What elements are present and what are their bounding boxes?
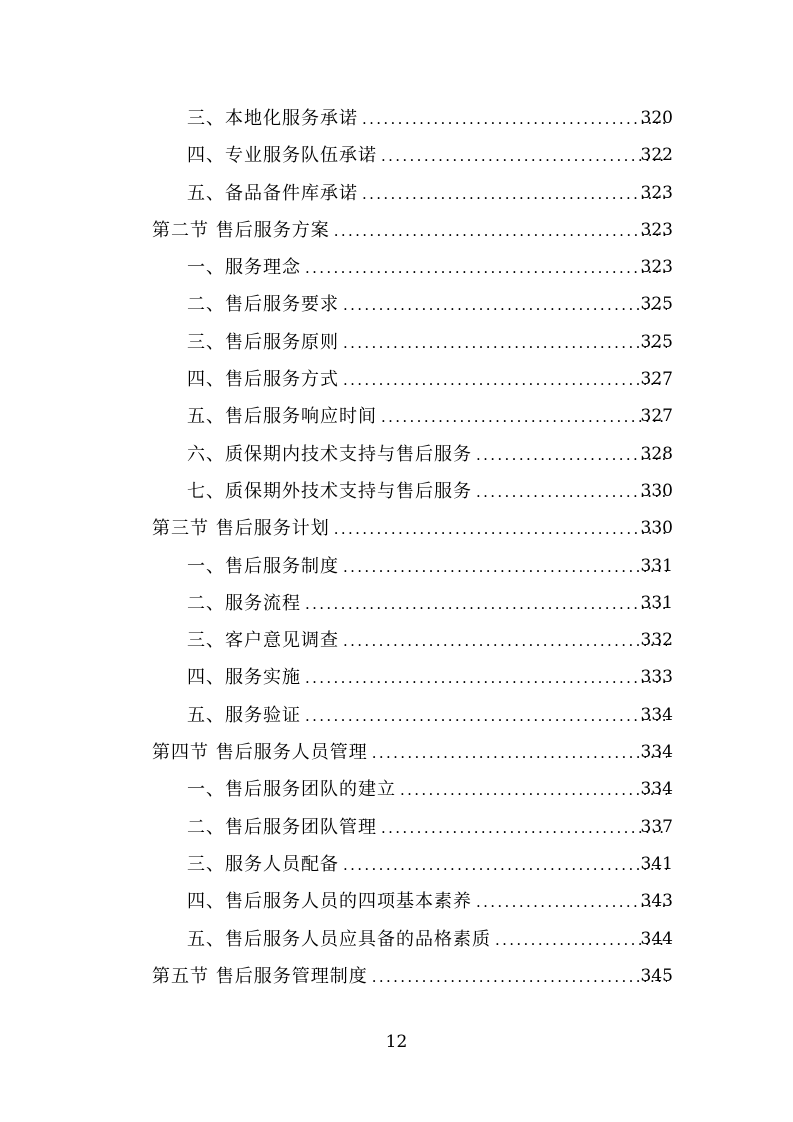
- toc-entry-page: 323: [640, 182, 673, 203]
- toc-entry-label: 二、服务流程: [187, 592, 301, 614]
- toc-entry-label: 五、备品备件库承诺: [187, 182, 358, 204]
- toc-entry-page: 334: [640, 742, 673, 763]
- toc-dot-leader: [381, 399, 667, 436]
- toc-entry[interactable]: [0, 100, 793, 137]
- toc-entry-page: 333: [640, 667, 673, 688]
- toc-entry-page: 322: [640, 145, 673, 166]
- toc-entry-text: [152, 510, 673, 548]
- toc-entry-label: 四、服务实施: [187, 667, 301, 689]
- toc-entry-page: 320: [640, 108, 673, 128]
- page-number: 12: [385, 1032, 408, 1052]
- toc-dot-leader: [343, 325, 667, 362]
- toc-entry-label: 第二节 售后服务方案: [152, 219, 330, 241]
- toc-entry-text: [187, 846, 673, 884]
- toc-entry-page: 341: [640, 853, 673, 874]
- toc-entry-text: [187, 324, 673, 362]
- toc-entry[interactable]: [0, 137, 793, 174]
- toc-entry-page: 330: [640, 518, 673, 539]
- toc-entry-text: [187, 249, 673, 287]
- toc-entry[interactable]: [0, 473, 793, 510]
- toc-entry[interactable]: [0, 324, 793, 361]
- toc-entry-page: 325: [640, 294, 673, 315]
- toc-entry[interactable]: [0, 697, 793, 734]
- toc-dot-leader: [372, 959, 667, 996]
- toc-entry-label: 一、售后服务团队的建立: [187, 779, 396, 801]
- toc-dot-leader: [305, 660, 667, 697]
- toc-entry-text: [187, 175, 673, 213]
- toc-entry[interactable]: [0, 771, 793, 808]
- toc-dot-leader: [381, 810, 667, 847]
- toc-entry-text: [187, 771, 673, 809]
- toc-dot-leader: [305, 698, 667, 735]
- toc-dot-leader: [362, 176, 667, 213]
- toc-dot-leader: [343, 623, 667, 660]
- toc-entry-label: 六、质保期内技术支持与售后服务: [187, 443, 472, 465]
- toc-dot-leader: [400, 772, 667, 809]
- toc-entry-label: 第五节 售后服务管理制度: [152, 965, 368, 987]
- toc-entry-text: [152, 958, 673, 996]
- toc-entry-label: 三、客户意见调查: [187, 630, 339, 652]
- toc-entry-label: 五、售后服务人员应具备的品格素质: [187, 928, 491, 950]
- toc-entry-page: 330: [640, 480, 673, 501]
- toc-entry-text: [187, 473, 673, 511]
- toc-entry-label: 一、服务理念: [187, 257, 301, 279]
- toc-entry-label: 第三节 售后服务计划: [152, 518, 330, 540]
- toc-entry-text: [187, 585, 673, 623]
- toc-entry-page: 337: [640, 816, 673, 837]
- toc-dot-leader: [476, 884, 667, 921]
- toc-entry-page: 331: [640, 592, 673, 613]
- toc-entry-label: 三、售后服务原则: [187, 331, 339, 353]
- toc-dot-leader: [381, 138, 667, 175]
- toc-entry-text: [152, 734, 673, 772]
- toc-entry-label: 四、专业服务队伍承诺: [187, 145, 377, 167]
- toc-entry-text: [187, 697, 673, 735]
- toc-entry[interactable]: [0, 659, 793, 696]
- table-of-contents: [0, 100, 793, 995]
- toc-entry-label: 第四节 售后服务人员管理: [152, 742, 368, 764]
- toc-dot-leader: [476, 437, 667, 474]
- toc-entry-label: 四、售后服务人员的四项基本素养: [187, 891, 472, 913]
- toc-entry-label: 五、售后服务响应时间: [187, 406, 377, 428]
- toc-dot-leader: [343, 287, 667, 324]
- toc-entry[interactable]: [0, 734, 793, 771]
- toc-entry-text: [187, 137, 673, 175]
- toc-entry[interactable]: [0, 809, 793, 846]
- toc-dot-leader: [362, 101, 667, 138]
- toc-entry-page: 323: [640, 219, 673, 240]
- toc-entry-label: 三、本地化服务承诺: [187, 108, 358, 129]
- toc-entry[interactable]: [0, 921, 793, 958]
- toc-entry[interactable]: [0, 249, 793, 286]
- toc-entry[interactable]: [0, 510, 793, 547]
- toc-entry[interactable]: [0, 286, 793, 323]
- toc-entry-page: 334: [640, 779, 673, 800]
- toc-entry-text: [152, 212, 673, 250]
- toc-entry[interactable]: [0, 361, 793, 398]
- toc-dot-leader: [343, 847, 667, 884]
- toc-entry-text: [187, 100, 673, 138]
- toc-entry-label: 二、售后服务要求: [187, 294, 339, 316]
- toc-entry-text: [187, 548, 673, 586]
- toc-entry[interactable]: [0, 436, 793, 473]
- toc-entry[interactable]: [0, 212, 793, 249]
- toc-dot-leader: [305, 250, 667, 287]
- toc-entry[interactable]: [0, 622, 793, 659]
- toc-entry-page: 328: [640, 443, 673, 464]
- toc-entry-text: [187, 659, 673, 697]
- toc-entry-text: [187, 361, 673, 399]
- toc-dot-leader: [343, 362, 667, 399]
- toc-entry-label: 三、服务人员配备: [187, 853, 339, 875]
- toc-entry-label: 二、售后服务团队管理: [187, 816, 377, 838]
- toc-dot-leader: [343, 549, 667, 586]
- toc-dot-leader: [476, 474, 667, 511]
- toc-entry-page: 344: [640, 928, 673, 949]
- toc-entry[interactable]: [0, 585, 793, 622]
- toc-dot-leader: [305, 586, 667, 623]
- toc-entry-label: 一、售后服务制度: [187, 555, 339, 577]
- toc-entry-text: [187, 398, 673, 436]
- toc-entry-label: 七、质保期外技术支持与售后服务: [187, 480, 472, 502]
- toc-entry-text: [187, 883, 673, 921]
- toc-entry-page: 345: [640, 965, 673, 986]
- toc-entry-label: 五、服务验证: [187, 704, 301, 726]
- toc-entry[interactable]: [0, 846, 793, 883]
- toc-entry-page: 325: [640, 331, 673, 352]
- toc-entry-label: 四、售后服务方式: [187, 369, 339, 391]
- toc-entry[interactable]: [0, 548, 793, 585]
- toc-dot-leader: [334, 511, 667, 548]
- toc-entry[interactable]: [0, 883, 793, 920]
- toc-entry[interactable]: [0, 175, 793, 212]
- toc-entry-text: [187, 436, 673, 474]
- toc-entry-page: 334: [640, 704, 673, 725]
- toc-entry-page: 343: [640, 891, 673, 912]
- toc-entry-page: 327: [640, 406, 673, 427]
- toc-entry[interactable]: [0, 398, 793, 435]
- toc-dot-leader: [334, 213, 667, 250]
- toc-entry-text: [187, 622, 673, 660]
- toc-entry-text: [187, 921, 673, 959]
- toc-entry-page: 331: [640, 555, 673, 576]
- toc-entry-page: 332: [640, 630, 673, 651]
- toc-entry-text: [187, 286, 673, 324]
- toc-entry-page: 327: [640, 369, 673, 390]
- toc-entry-text: [187, 809, 673, 847]
- toc-dot-leader: [372, 735, 667, 772]
- toc-entry[interactable]: [0, 958, 793, 995]
- toc-entry-page: 323: [640, 257, 673, 278]
